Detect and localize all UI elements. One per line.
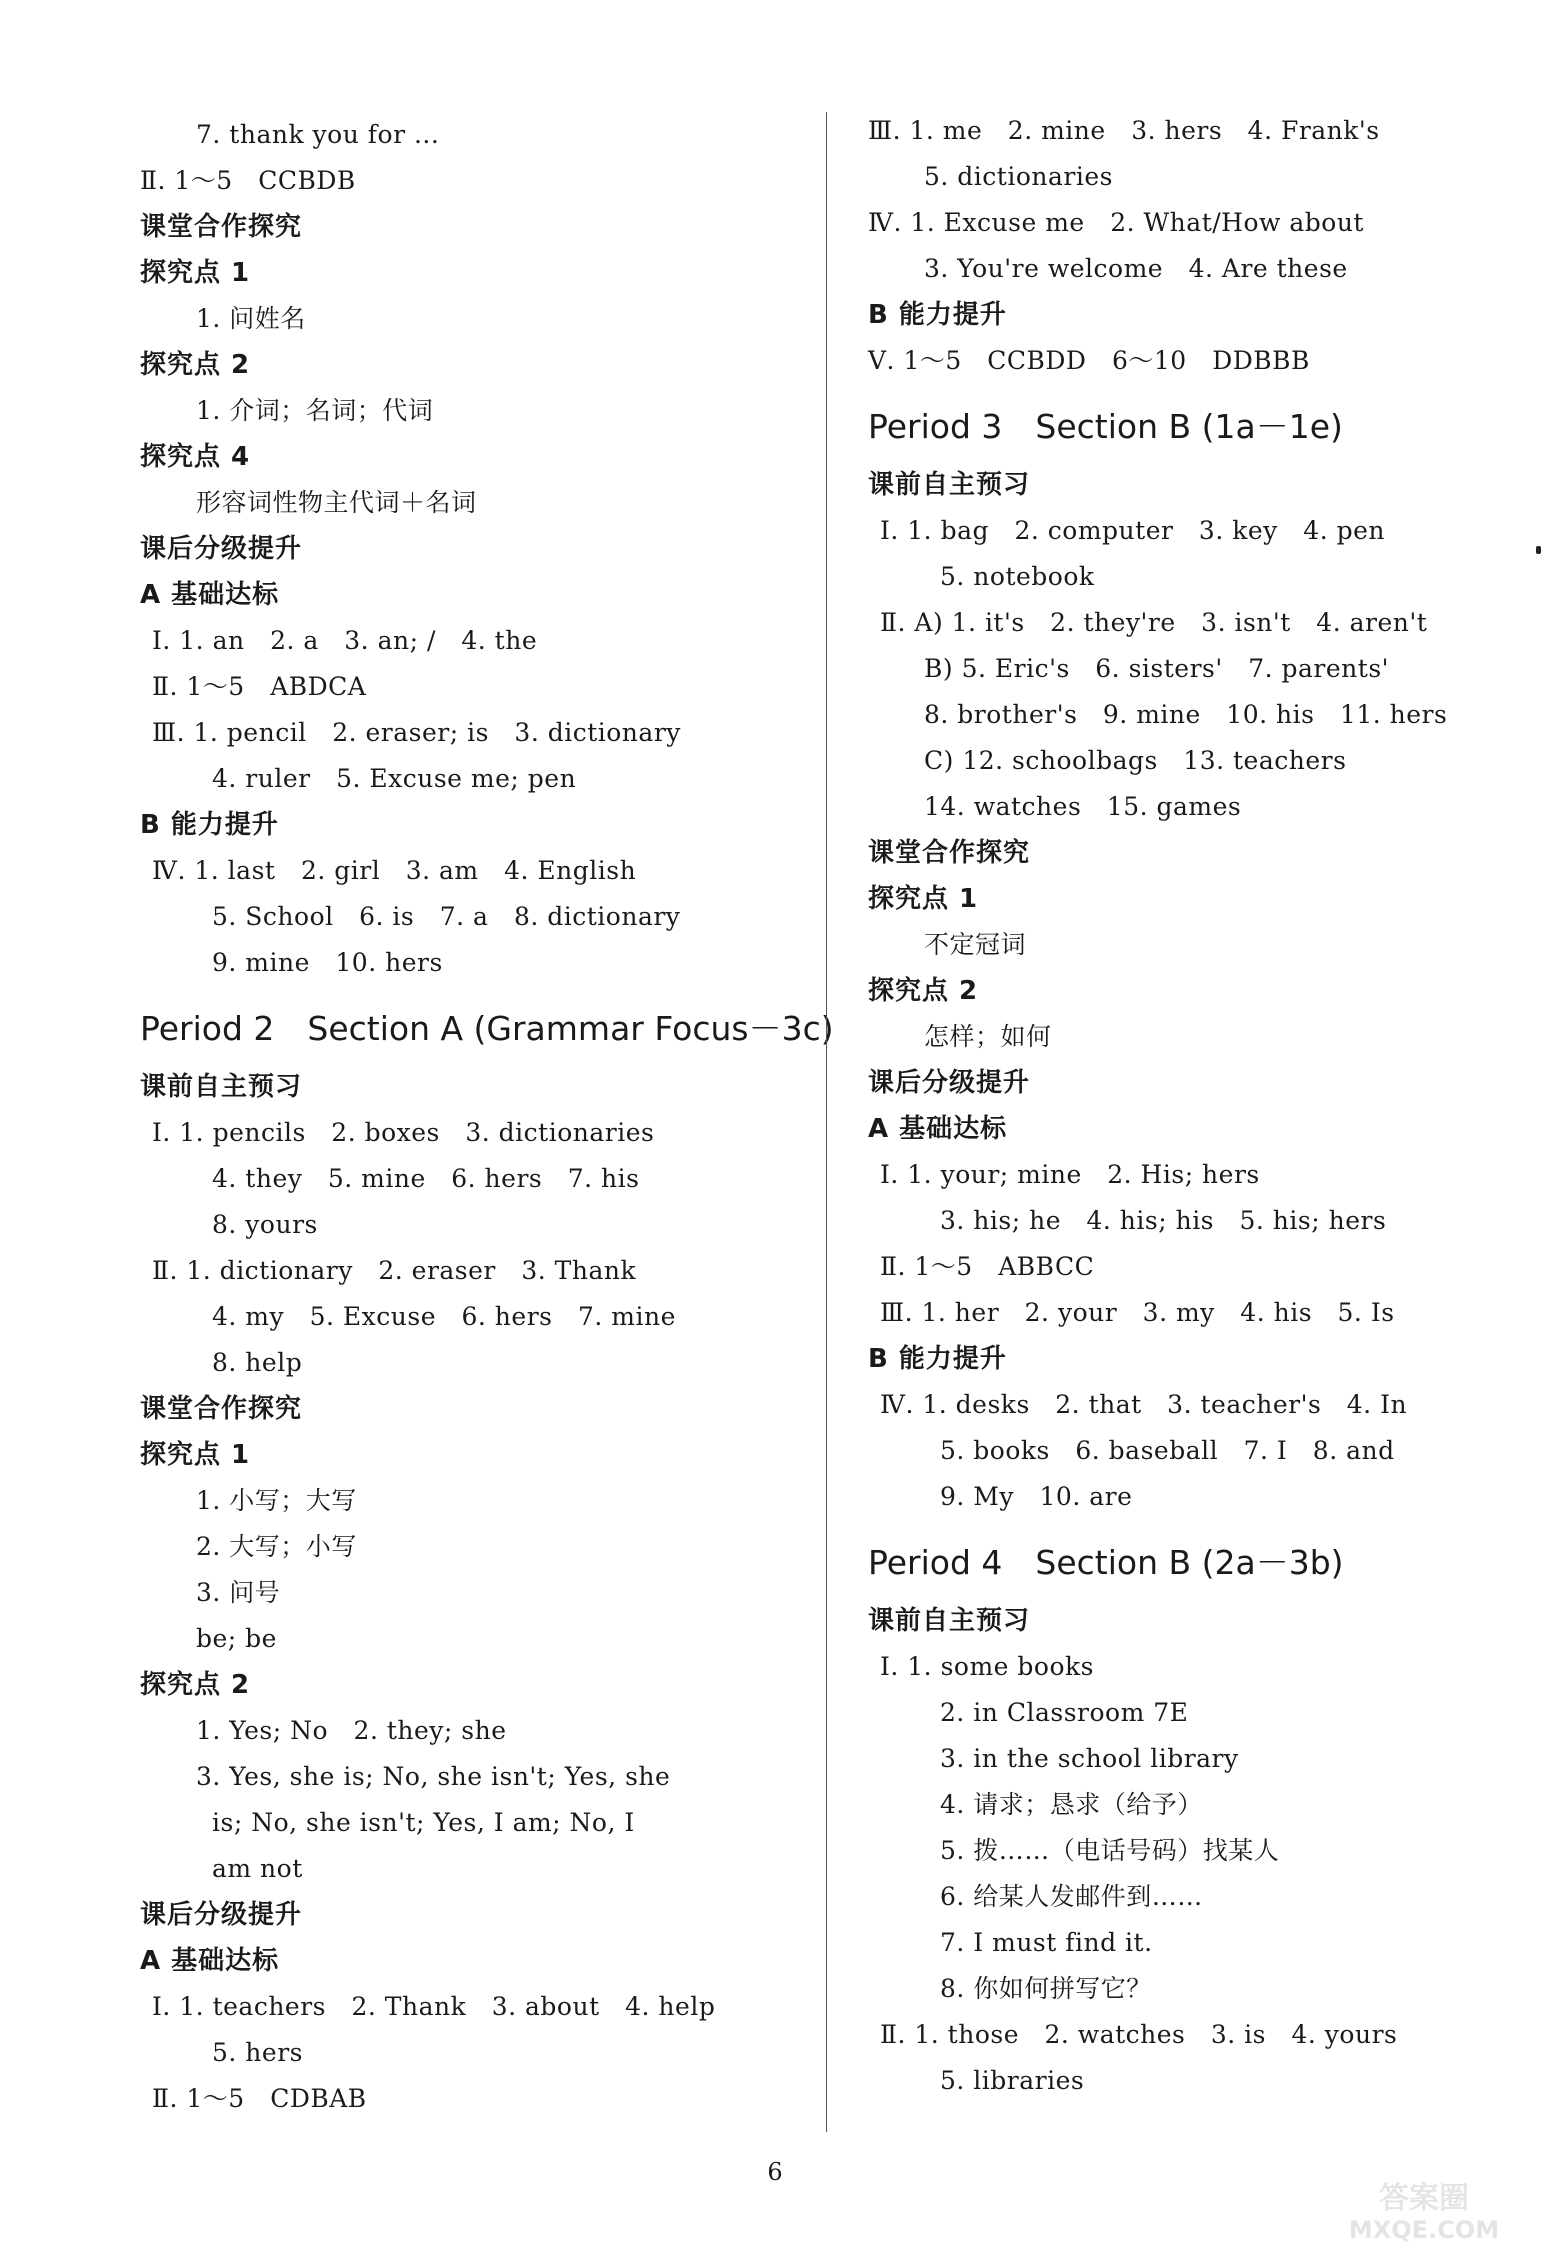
scan-mark	[1536, 546, 1541, 554]
watermark-text-bottom: MXQE.COM	[1348, 2216, 1500, 2244]
answer-line: Ⅲ. 1. me 2. mine 3. hers 4. Frank's	[868, 116, 1380, 145]
answer-line: 4. my 5. Excuse 6. hers 7. mine	[212, 1302, 676, 1331]
answer-line: Ⅴ. 1～5 CCBDD 6～10 DDBBB	[868, 346, 1310, 375]
section-heading: 探究点 1	[868, 884, 979, 914]
answer-line: 7. I must find it.	[940, 1928, 1153, 1957]
section-heading: 探究点 2	[140, 1670, 251, 1700]
section-heading: 课后分级提升	[140, 1900, 303, 1930]
answer-line: 5. libraries	[940, 2066, 1085, 2095]
right-column	[868, 108, 1488, 2104]
answer-line: Ⅱ. 1～5 CDBAB	[152, 2084, 367, 2113]
answer-line: C) 12. schoolbags 13. teachers	[924, 746, 1347, 775]
answer-line: Ⅰ. 1. teachers 2. Thank 3. about 4. help	[152, 1992, 716, 2021]
section-heading: B 能力提升	[868, 1344, 1007, 1374]
section-heading: A 基础达标	[868, 1114, 1008, 1144]
section-heading: 探究点 4	[140, 442, 251, 472]
answer-line: 5. hers	[212, 2038, 303, 2067]
answer-line: 2. in Classroom 7E	[940, 1698, 1189, 1727]
answer-line: B) 5. Eric's 6. sisters' 7. parents'	[924, 654, 1390, 683]
answer-line: 3. Yes, she is; No, she isn't; Yes, she	[196, 1762, 671, 1791]
answer-line: 8. 你如何拼写它？	[940, 1974, 1152, 2003]
answer-line: Ⅰ. 1. some books	[880, 1652, 1094, 1681]
section-heading: B 能力提升	[140, 810, 279, 840]
answer-line: 9. mine 10. hers	[212, 948, 443, 977]
answer-line: 14. watches 15. games	[924, 792, 1242, 821]
section-heading: 课堂合作探究	[140, 1394, 303, 1424]
answer-line: 4. 请求；恳求（给予）	[940, 1790, 1203, 1819]
answer-line: 8. brother's 9. mine 10. his 11. hers	[924, 700, 1448, 729]
section-heading: 课前自主预习	[868, 470, 1031, 500]
answer-line: Ⅳ. 1. Excuse me 2. What/How about	[868, 208, 1364, 237]
period-title: Period 2 Section A (Grammar Focus－3c)	[140, 1009, 834, 1048]
answer-line: 怎样；如何	[924, 1022, 1052, 1051]
section-heading: 课前自主预习	[140, 1072, 303, 1102]
period-title: Period 3 Section B (1a－1e)	[868, 407, 1343, 446]
section-heading: 探究点 1	[140, 258, 251, 288]
answer-line: Ⅱ. 1. dictionary 2. eraser 3. Thank	[152, 1256, 637, 1285]
section-heading: 课堂合作探究	[140, 212, 303, 242]
column-divider	[826, 112, 827, 2132]
answer-line: Ⅲ. 1. pencil 2. eraser; is 3. dictionary	[152, 718, 681, 747]
answer-line: Ⅳ. 1. last 2. girl 3. am 4. English	[152, 856, 637, 885]
answer-line: 不定冠词	[924, 930, 1027, 959]
answer-line: Ⅲ. 1. her 2. your 3. my 4. his 5. Is	[880, 1298, 1395, 1327]
section-heading: 课后分级提升	[140, 534, 303, 564]
section-heading: A 基础达标	[140, 1946, 280, 1976]
answer-line: 5. notebook	[940, 562, 1095, 591]
answer-line: 2. 大写；小写	[196, 1532, 357, 1561]
answer-line: 8. help	[212, 1348, 303, 1377]
answer-line: 3. his; he 4. his; his 5. his; hers	[940, 1206, 1387, 1235]
answer-line: Ⅱ. A) 1. it's 2. they're 3. isn't 4. aren't	[880, 608, 1428, 637]
answer-line: 4. ruler 5. Excuse me; pen	[212, 764, 577, 793]
answer-line: 8. yours	[212, 1210, 318, 1239]
page-number: 6	[767, 2158, 783, 2186]
left-column	[140, 112, 834, 2122]
answer-line: Ⅱ. 1～5 CCBDB	[140, 166, 356, 195]
watermark-logo	[1320, 2174, 1528, 2244]
section-heading: B 能力提升	[868, 300, 1007, 330]
answer-line: 5. dictionaries	[924, 162, 1113, 191]
section-heading: 探究点 2	[140, 350, 251, 380]
answer-line: Ⅳ. 1. desks 2. that 3. teacher's 4. In	[880, 1390, 1408, 1419]
section-heading: 探究点 2	[868, 976, 979, 1006]
answer-line: Ⅱ. 1～5 ABBCC	[880, 1252, 1095, 1281]
answer-line: 3. 问号	[196, 1578, 281, 1607]
section-heading: A 基础达标	[140, 580, 280, 610]
section-heading: 课堂合作探究	[868, 838, 1031, 868]
period-title: Period 4 Section B (2a－3b)	[868, 1543, 1344, 1582]
answer-line: 5. School 6. is 7. a 8. dictionary	[212, 902, 681, 931]
answer-line: 7. thank you for ...	[196, 120, 440, 149]
watermark-text-top: 答案圈	[1379, 2181, 1469, 2216]
answer-line: 5. 拨……（电话号码）找某人	[940, 1836, 1280, 1865]
answer-line: Ⅱ. 1～5 ABDCA	[152, 672, 367, 701]
answer-line: 5. books 6. baseball 7. I 8. and	[940, 1436, 1395, 1465]
answer-line: 1. 小写；大写	[196, 1486, 357, 1515]
answer-line: 3. in the school library	[940, 1744, 1239, 1773]
answer-line: be; be	[196, 1624, 277, 1653]
answer-line: 4. they 5. mine 6. hers 7. his	[212, 1164, 640, 1193]
answer-line: 1. Yes; No 2. they; she	[196, 1716, 507, 1745]
answer-line: 3. You're welcome 4. Are these	[924, 254, 1348, 283]
answer-line: 9. My 10. are	[940, 1482, 1133, 1511]
section-heading: 探究点 1	[140, 1440, 251, 1470]
answer-line: 6. 给某人发邮件到……	[940, 1882, 1203, 1911]
answer-line: am not	[212, 1854, 303, 1883]
answer-line: 形容词性物主代词＋名词	[196, 488, 477, 517]
answer-line: Ⅰ. 1. bag 2. computer 3. key 4. pen	[880, 516, 1386, 545]
answer-line: Ⅱ. 1. those 2. watches 3. is 4. yours	[880, 2020, 1398, 2049]
section-heading: 课前自主预习	[868, 1606, 1031, 1636]
answer-line: Ⅰ. 1. pencils 2. boxes 3. dictionaries	[152, 1118, 655, 1147]
section-heading: 课后分级提升	[868, 1068, 1031, 1098]
answer-line: is; No, she isn't; Yes, I am; No, I	[212, 1808, 635, 1837]
answer-line: 1. 问姓名	[196, 304, 306, 333]
answer-line: Ⅰ. 1. your; mine 2. His; hers	[880, 1160, 1260, 1189]
answer-line: 1. 介词；名词；代词	[196, 396, 434, 425]
answer-line: Ⅰ. 1. an 2. a 3. an; / 4. the	[152, 626, 538, 655]
